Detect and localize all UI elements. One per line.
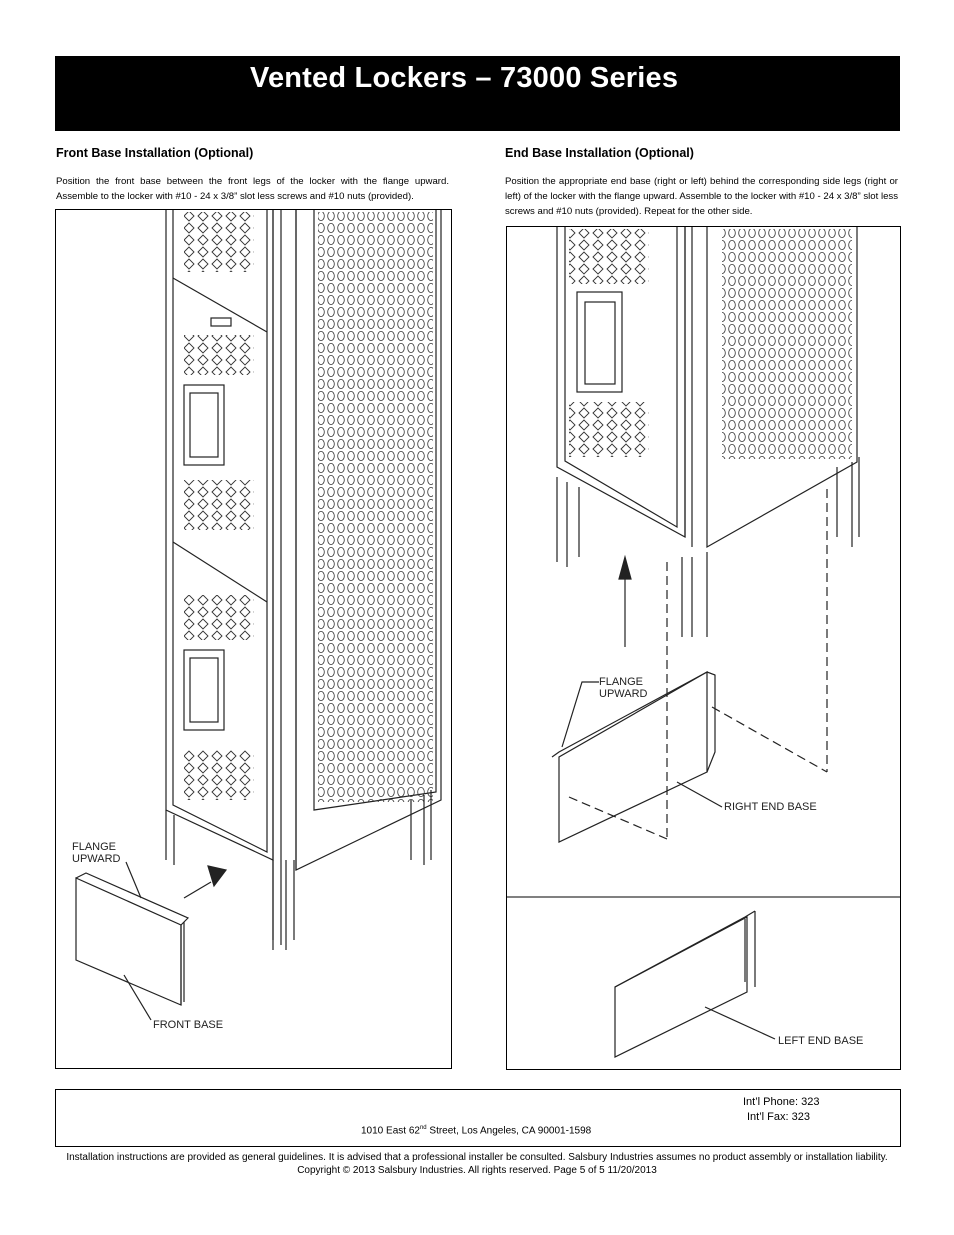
page-title: Vented Lockers – 73000 Series: [250, 62, 679, 94]
end-flange-label-1: FLANGE: [599, 676, 644, 688]
address-ordinal: nd: [419, 1125, 427, 1131]
front-flange-label-2: UPWARD: [72, 853, 121, 865]
end-flange-label-2: UPWARD: [599, 688, 648, 700]
left-end-base-label: LEFT END BASE: [778, 1035, 864, 1047]
front-base-figure: [55, 209, 452, 1069]
copyright: Copyright © 2013 Salsbury Industries. All rights reserved. Page 5 of 5 11/20/2013: [297, 1165, 657, 1176]
front-base-instructions: Position the front base between the front legs of the locker with the flange upward. Assemble to the locker with #10 - 24 x 3/8” slot less screws and #10 nuts (provided).: [56, 176, 449, 202]
intl-phone: Int’l Phone: 323: [743, 1096, 820, 1108]
end-base-heading: End Base Installation (Optional): [505, 146, 694, 160]
disclaimer: Installation instructions are provided as general guidelines. It is advised that a professional installer be consulted. Salsbury Industries assumes no product assembly or installation liability.: [66, 1152, 888, 1163]
front-base-illustration: [56, 210, 451, 1068]
front-base-heading: Front Base Installation (Optional): [56, 146, 254, 160]
end-base-instructions: Position the appropriate end base (right or left) behind the corresponding side legs (right or left) of the locker with the flange upward. Assemble to the locker with #10 - 24 x 3/8” slot less screws and #10 nuts (provided). Repeat for the other side.: [505, 176, 899, 217]
front-flange-label-1: FLANGE: [72, 841, 117, 853]
contact-box: [55, 1089, 901, 1147]
end-base-figure: [506, 226, 901, 1070]
title-banner: [55, 56, 900, 131]
right-end-base-label: RIGHT END BASE: [724, 801, 817, 813]
address: [361, 1125, 591, 1136]
end-base-illustration: [507, 227, 900, 1069]
front-base-label: FRONT BASE: [153, 1019, 224, 1031]
address-street-number: 1010 East 62: [361, 1125, 420, 1137]
intl-fax: Int’l Fax: 323: [747, 1111, 810, 1123]
address-rest: Street, Los Angeles, CA 90001-1598: [426, 1125, 592, 1137]
